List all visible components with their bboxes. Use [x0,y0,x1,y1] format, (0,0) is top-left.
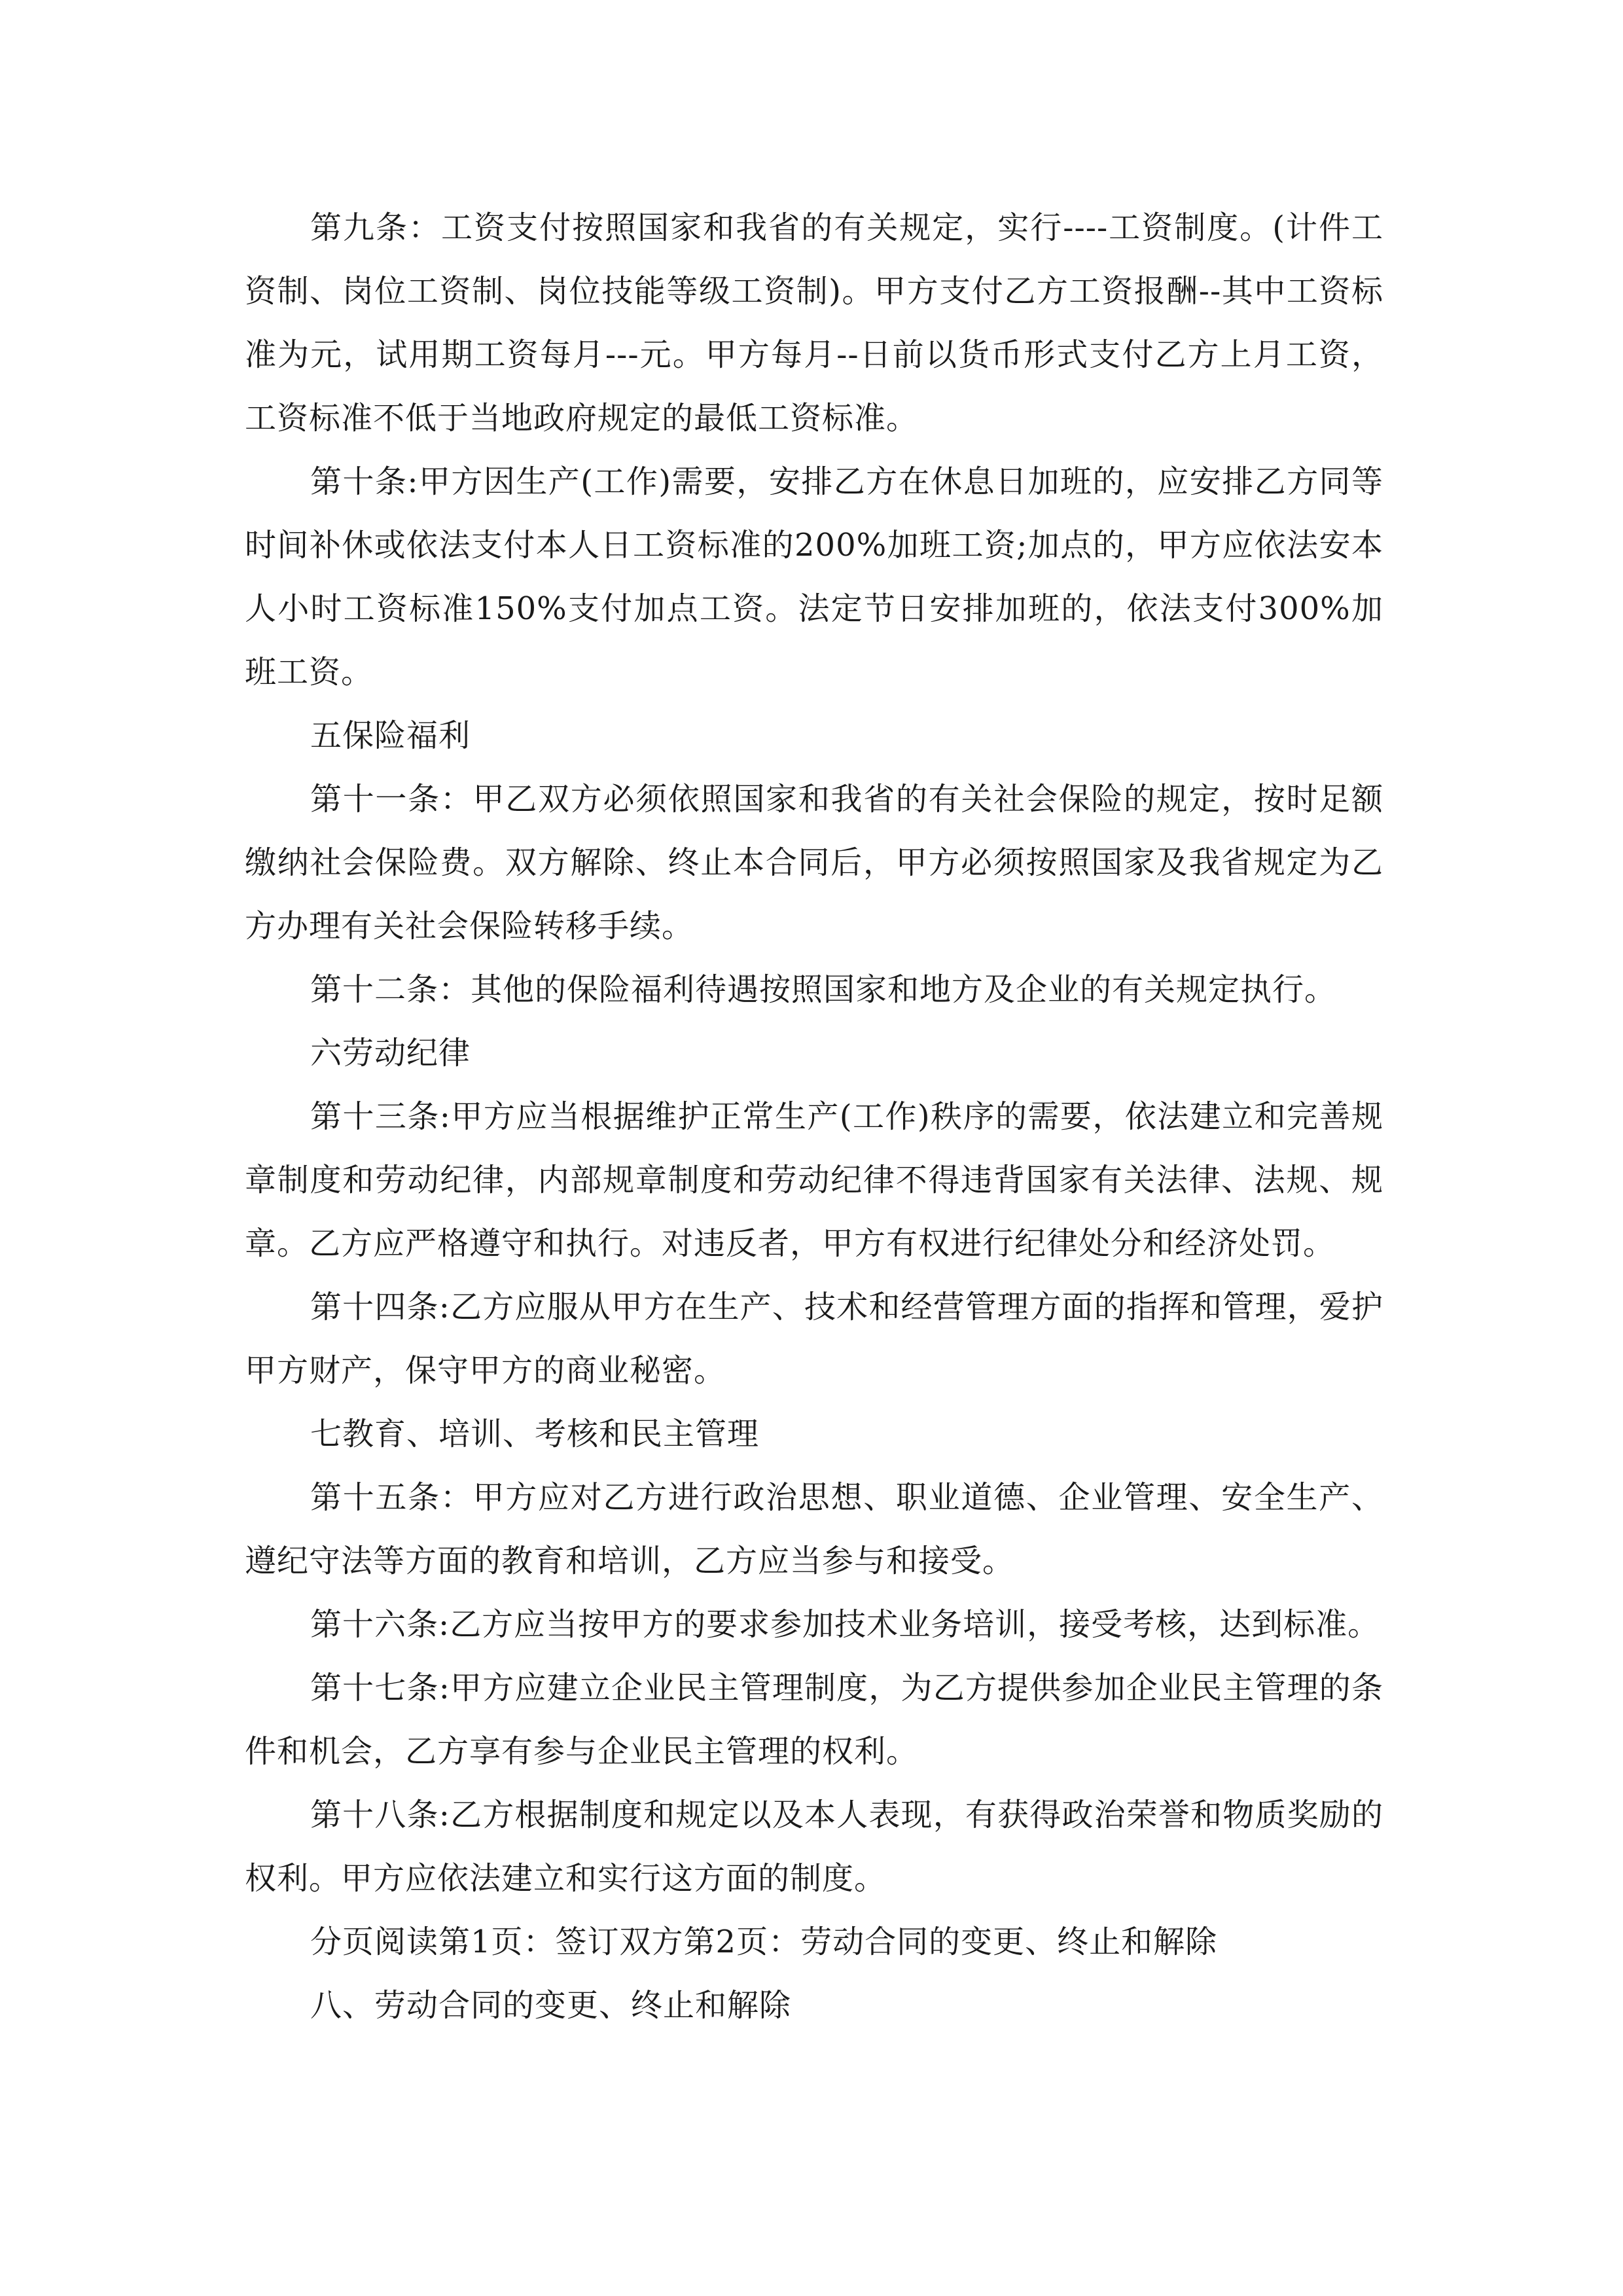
article-14-paragraph: 第十四条:乙方应服从甲方在生产、技术和经营管理方面的指挥和管理，爱护甲方财产，保守甲方的商业秘密。 [245,1289,1383,1389]
section-6-heading: 六劳动纪律 [310,1035,471,1071]
article-18-paragraph: 第十八条:乙方根据制度和规定以及本人表现，有获得政治荣誉和物质奖励的权利。甲方应依法建立和实行这方面的制度。 [245,1797,1383,1897]
section-8-heading: 八、劳动合同的变更、终止和解除 [310,1987,792,2024]
article-9-paragraph: 第九条：工资支付按照国家和我省的有关规定，实行----工资制度。(计件工资制、岗位工资制、岗位技能等级工资制)。甲方支付乙方工资报酬--其中工资标准为元，试用期工资每月---元。甲方每月--日前以货币形式支付乙方上月工资，工资标准不低于当地政府规定的最低工资标准。 [245,209,1383,437]
article-16-paragraph: 第十六条:乙方应当按甲方的要求参加技术业务培训，接受考核，达到标准。 [310,1606,1380,1643]
page-navigation-line: 分页阅读第1页：签订双方第2页：劳动合同的变更、终止和解除 [310,1924,1218,1960]
article-17-paragraph: 第十七条:甲方应建立企业民主管理制度，为乙方提供参加企业民主管理的条件和机会，乙方享有参与企业民主管理的权利。 [245,1670,1383,1770]
document-body [245,196,1383,2037]
article-10-paragraph: 第十条:甲方因生产(工作)需要，安排乙方在休息日加班的，应安排乙方同等时间补休或依法支付本人日工资标准的200%加班工资;加点的，甲方应依法安本人小时工资标准150%支付加点工资。法定节日安排加班的，依法支付300%加班工资。 [245,463,1383,691]
section-5-heading: 五保险福利 [310,717,471,754]
article-15-paragraph: 第十五条：甲方应对乙方进行政治思想、职业道德、企业管理、安全生产、遵纪守法等方面的教育和培训，乙方应当参与和接受。 [245,1479,1383,1579]
article-12-paragraph: 第十二条：其他的保险福利待遇按照国家和地方及企业的有关规定执行。 [310,971,1337,1008]
section-7-heading: 七教育、培训、考核和民主管理 [310,1416,760,1452]
article-11-paragraph: 第十一条：甲乙双方必须依照国家和我省的有关社会保险的规定，按时足额缴纳社会保险费。双方解除、终止本合同后，甲方必须按照国家及我省规定为乙方办理有关社会保险转移手续。 [245,781,1383,944]
article-13-paragraph: 第十三条:甲方应当根据维护正常生产(工作)秩序的需要，依法建立和完善规章制度和劳动纪律，内部规章制度和劳动纪律不得违背国家有关法律、法规、规章。乙方应严格遵守和执行。对违反者，甲方有权进行纪律处分和经济处罚。 [245,1098,1383,1262]
